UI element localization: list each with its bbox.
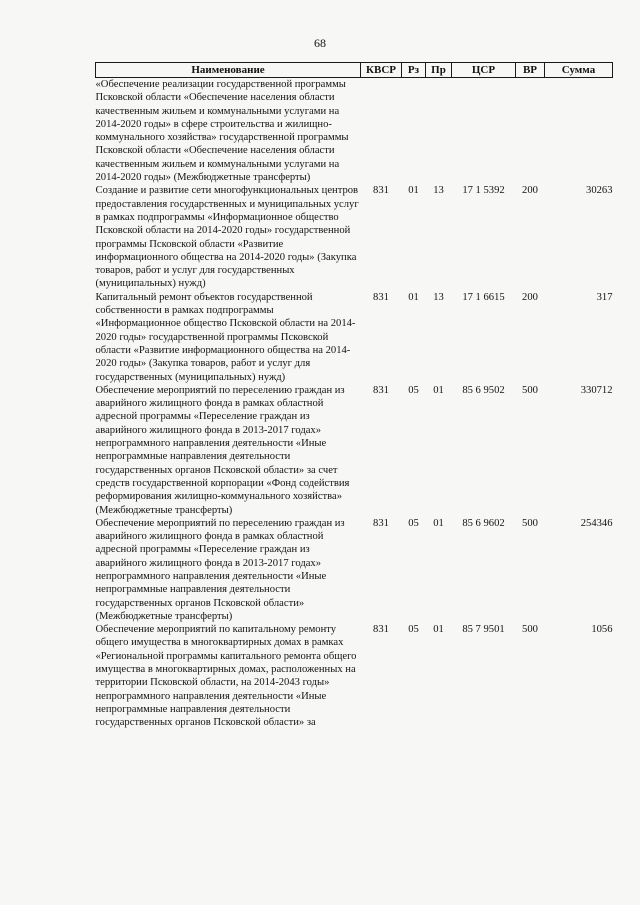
cell-rz (402, 78, 426, 185)
header-rz: Рз (402, 63, 426, 78)
header-name: Наименование (96, 63, 361, 78)
table-row (96, 291, 613, 384)
cell-name: Обеспечение мероприятий по переселению граждан из аварийного жилищного фонда в рамках областной адресной программы «Переселение граждан из аварийного жилищного фонда в 2013-2017 годах» непрограммного направления деятельности «Иные непрограммные направления деятельности государственных органов Псковской области» за счет средств государственной корпорации «Фонд содействия реформирования жилищно-коммунального хозяйства» (Межбюджетные трансферты) (95, 384, 350, 516)
cell-pr: 01 (433, 517, 444, 529)
cell-pr: 13 (433, 185, 444, 197)
cell-vr: 200 (522, 291, 538, 303)
cell-vr (516, 78, 545, 185)
cell-csr: 17 1 6615 (462, 291, 505, 303)
cell-kvsr: 831 (373, 384, 389, 396)
cell-name: Капитальный ремонт объектов государственной собственности в рамках подпрограммы «Информационное общество Псковской области на 2014-2020 годы» государственной программы Псковской области «Развитие информационного общества на 2014-2020 годы» (Закупка товаров, работ и услуг для государственных (муниципальных) нужд) (95, 291, 356, 383)
cell-csr: 85 6 9502 (462, 384, 505, 396)
cell-pr: 01 (433, 384, 444, 396)
cell-kvsr: 831 (373, 291, 389, 303)
cell-rz: 05 (408, 517, 419, 529)
header-csr: ЦСР (452, 63, 516, 78)
cell-csr: 17 1 5392 (462, 185, 505, 197)
cell-name: Создание и развитие сети многофункциональных центров предоставления государственных и муниципальных услуг в рамках подпрограммы «Информационное общество Псковской области на 2014-2020 годы» государственной программы Псковской области «Развитие информационного общества на 2014-2020 годы» (Закупка товаров, работ и услуг для государственных (муниципальных) нужд) (95, 185, 359, 290)
cell-vr: 500 (522, 517, 538, 529)
header-pr: Пр (426, 63, 452, 78)
cell-sum: 330712 (580, 384, 613, 396)
cell-pr (426, 78, 452, 185)
table-row (96, 184, 613, 290)
cell-vr: 200 (522, 185, 538, 197)
cell-rz: 05 (408, 624, 419, 636)
cell-vr: 500 (522, 384, 538, 396)
table-header-row (96, 63, 613, 78)
budget-sheet (95, 62, 612, 730)
cell-sum (545, 78, 613, 185)
cell-name: Обеспечение мероприятий по переселению граждан из аварийного жилищного фонда в рамках областной адресной программы «Переселение граждан из аварийного жилищного фонда в 2013-2017 годах» непрограммного направления деятельности «Иные непрограммные направления деятельности государственных органов Псковской области» (Межбюджетные трансферты) (95, 517, 345, 622)
cell-kvsr: 831 (373, 624, 389, 636)
cell-csr (452, 78, 516, 185)
budget-table (95, 62, 613, 730)
header-kvsr: КВСР (361, 63, 402, 78)
cell-sum: 317 (596, 291, 613, 303)
header-sum: Сумма (545, 63, 613, 78)
cell-csr: 85 7 9501 (462, 624, 505, 636)
cell-rz: 01 (408, 185, 419, 197)
cell-kvsr: 831 (373, 517, 389, 529)
table-row (96, 517, 613, 623)
cell-vr: 500 (522, 624, 538, 636)
cell-name: Обеспечение мероприятий по капитальному ремонту общего имущества в многоквартирных домах в рамках «Региональной программы капитального ремонта общего имущества в многоквартирных домах, расположенных на территории Псковской области, на 2014-2043 годы» непрограммного направления деятельности «Иные непрограммные направления деятельности государственных органов Псковской области» за (95, 624, 357, 729)
cell-rz: 01 (408, 291, 419, 303)
cell-kvsr: 831 (373, 185, 389, 197)
cell-csr: 85 6 9602 (462, 517, 505, 529)
cell-kvsr (361, 78, 402, 185)
cell-pr: 13 (433, 291, 444, 303)
table-row (96, 623, 613, 729)
cell-name: «Обеспечение реализации государственной программы Псковской области «Обеспечение населения области качественным жильем и коммунальными услугами на 2014-2020 годы» в сфере строительства и жилищно-коммунального хозяйства» государственной программы Псковской области «Обеспечение населения области качественным жильем и коммунальными услугами на 2014-2020 годы» (Межбюджетные трансферты) (95, 79, 349, 184)
cell-pr: 01 (433, 624, 444, 636)
table-row (96, 78, 613, 185)
table-row (96, 384, 613, 517)
cell-rz: 05 (408, 384, 419, 396)
cell-sum: 254346 (580, 517, 613, 529)
page-number: 68 (314, 36, 326, 50)
cell-sum: 1056 (591, 624, 613, 636)
cell-sum: 30263 (586, 185, 613, 197)
header-vr: ВР (516, 63, 545, 78)
